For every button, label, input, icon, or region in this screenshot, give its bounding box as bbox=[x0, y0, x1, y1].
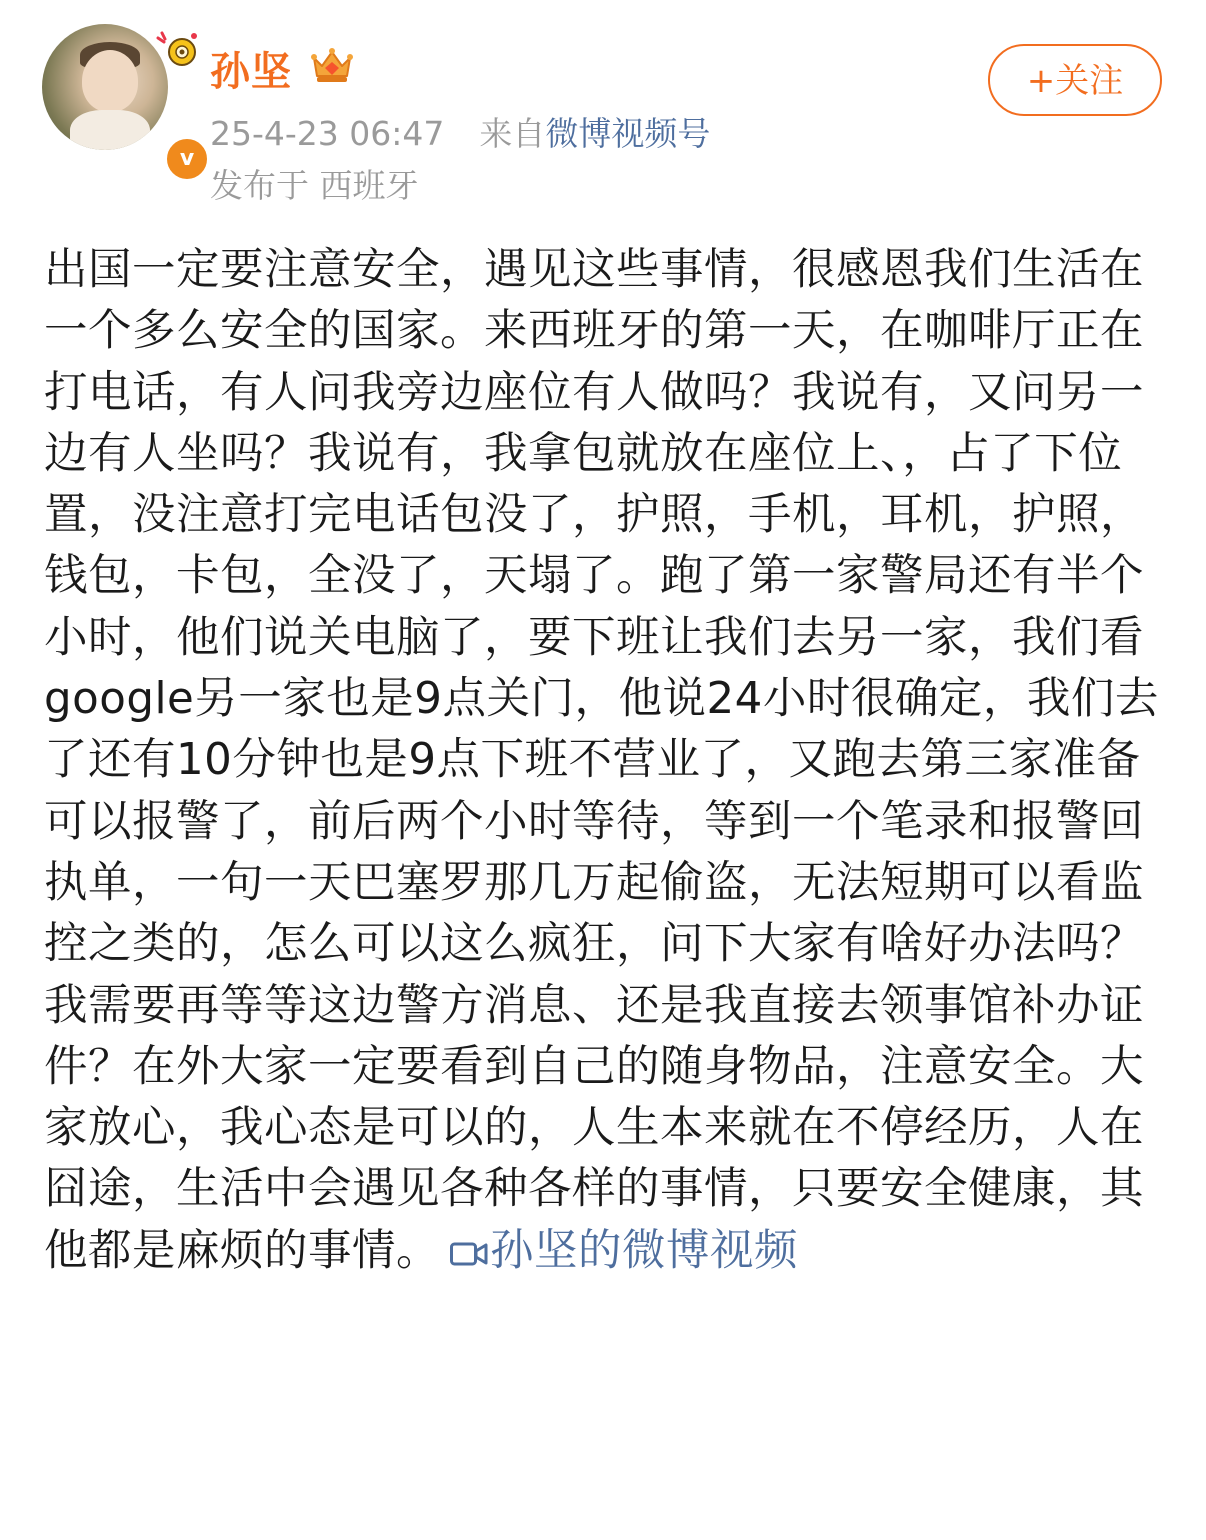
post-date: 25-4-23 06:47 bbox=[210, 114, 445, 153]
post-body-text: 出国一定要注意安全，遇见这些事情，很感恩我们生活在一个多么安全的国家。来西班牙的第一天，在咖啡厅正在打电话，有人问我旁边座位有人做吗？我说有，又问另一边有人坐吗？我说有，我拿包就放在座位上、，占了下位置，没注意打完电话包没了，护照，手机，耳机，护照，钱包，卡包，全没了，天塌了。跑了第一家警局还有半个小时，他们说关电脑了，要下班让我们去另一家，我们看google另一家也是9点关门，他说24小时很确定，我们去了还有10分钟也是9点下班不营业了，又跑去第三家准备可以报警了，前后两个小时等待，等到一个笔录和报警回执单，一句一天巴塞罗那几万起偷盗，无法短期可以看监控之类的，怎么可以这么疯狂，问下大家有啥好办法吗？我需要再等等这边警方消息、还是我直接去领事馆补办证件？在外大家一定要看到自己的随身物品，注意安全。大家放心，我心态是可以的，人生本来就在不停经历，人在囧途，生活中会遇见各种各样的事情，只要安全健康，其他都是麻烦的事情。 bbox=[44, 245, 1159, 1276]
post-text bbox=[44, 240, 1160, 1282]
username[interactable]: 孙坚 bbox=[210, 49, 292, 95]
follow-button[interactable]: +关注 bbox=[988, 44, 1162, 116]
post-source-link[interactable]: 微博视频号 bbox=[545, 114, 711, 153]
post-location bbox=[210, 160, 419, 207]
location-prefix: 发布于 bbox=[210, 166, 309, 205]
post-header bbox=[0, 0, 1206, 215]
post-source-prefix: 来自 bbox=[479, 114, 546, 153]
video-link[interactable] bbox=[440, 1226, 798, 1276]
location-value: 西班牙 bbox=[319, 166, 419, 205]
post-meta bbox=[210, 108, 710, 155]
avatar-face bbox=[82, 50, 138, 112]
video-link-label[interactable]: 孙坚的微博视频 bbox=[490, 1225, 798, 1276]
video-camera-icon bbox=[450, 1241, 488, 1267]
avatar-sticker-icon bbox=[154, 30, 200, 68]
verified-v-icon: v bbox=[164, 136, 210, 182]
avatar-container[interactable] bbox=[42, 24, 195, 171]
avatar-body bbox=[70, 110, 150, 150]
crown-icon[interactable] bbox=[310, 44, 354, 86]
avatar[interactable] bbox=[42, 24, 168, 150]
